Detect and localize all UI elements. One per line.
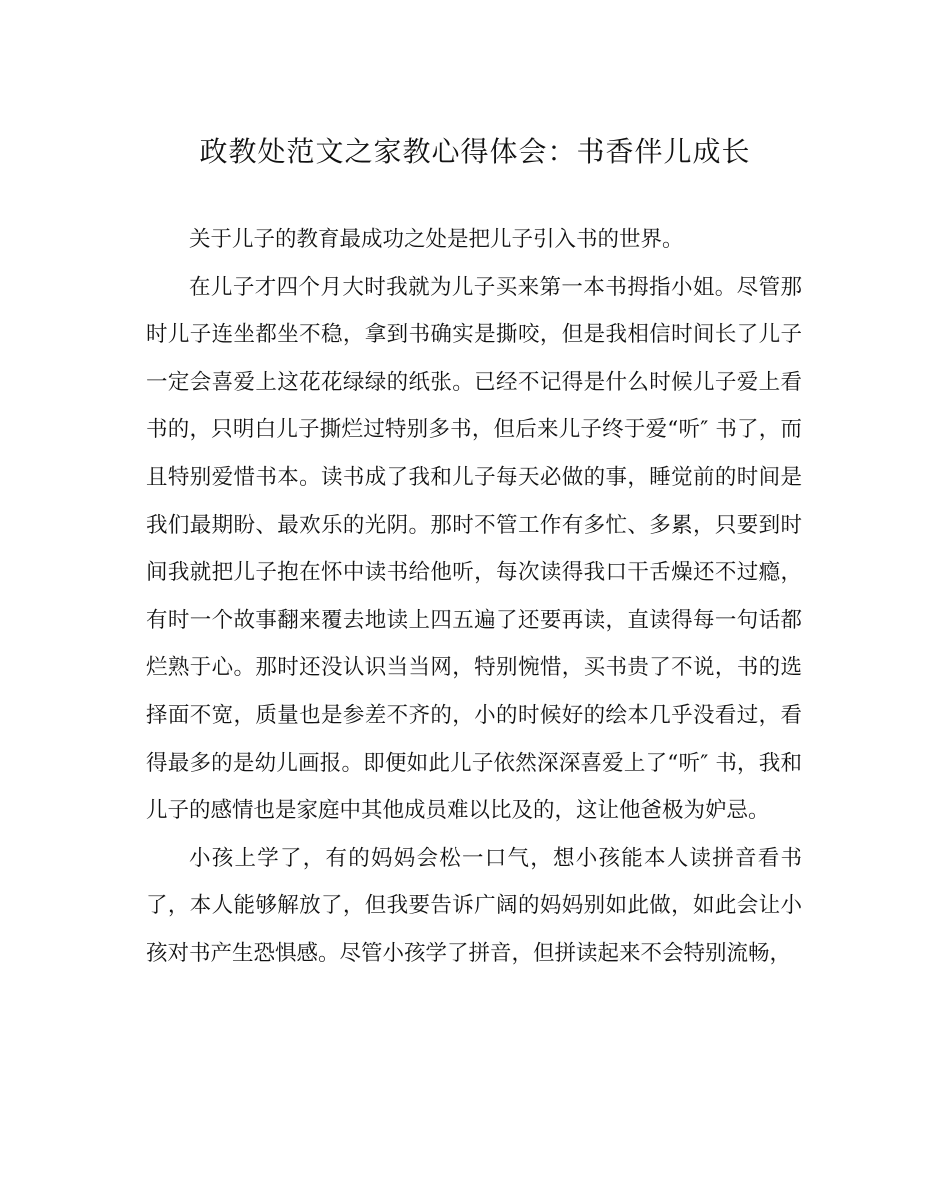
paragraph-1: 关于儿子的教育最成功之处是把儿子引入书的世界。 [189,227,684,252]
document-title: 政教处范文之家教心得体会：书香伴儿成长 [199,135,751,168]
paragraph-3: 小孩上学了，有的妈妈会松一口气，想小孩能本人读拼音看书了，本人能够解放了，但我要告诉广阔的妈妈别如此做，如此会让小孩对书产生恐惧感。尽管小孩学了拼音，但拼读起来不会特别流畅， [146,845,802,966]
paragraph-2: 在儿子才四个月大时我就为儿子买来第一本书拇指小姐。尽管那时儿子连坐都坐不稳，拿到书确实是撕咬，但是我相信时间长了儿子一定会喜爱上这花花绿绿的纸张。已经不记得是什么时候儿子爱上看书的，只明白儿子撕烂过特别多书，但后来儿子终于爱“听″ 书了，而且特别爱惜书本。读书成了我和儿子每天必做的事，睡觉前的时间是我们最期盼、最欢乐的光阴。那时不管工作有多忙、多累，只要到时间我就把儿子抱在怀中读书给他听，每次读得我口干舌燥还不过瘾，有时一个故事翻来覆去地读上四五遍了还要再读，直读得每一句话都烂熟于心。那时还没认识当当网，特别惋惜，买书贵了不说，书的选择面不宽，质量也是参差不齐的，小的时候好的绘本几乎没看过，看得最多的是幼儿画报。即便如此儿子依然深深喜爱上了“听″ 书，我和儿子的感情也是家庭中其他成员难以比及的，这让他爸极为妒忌。 [146,274,802,824]
document-body [146,216,802,978]
